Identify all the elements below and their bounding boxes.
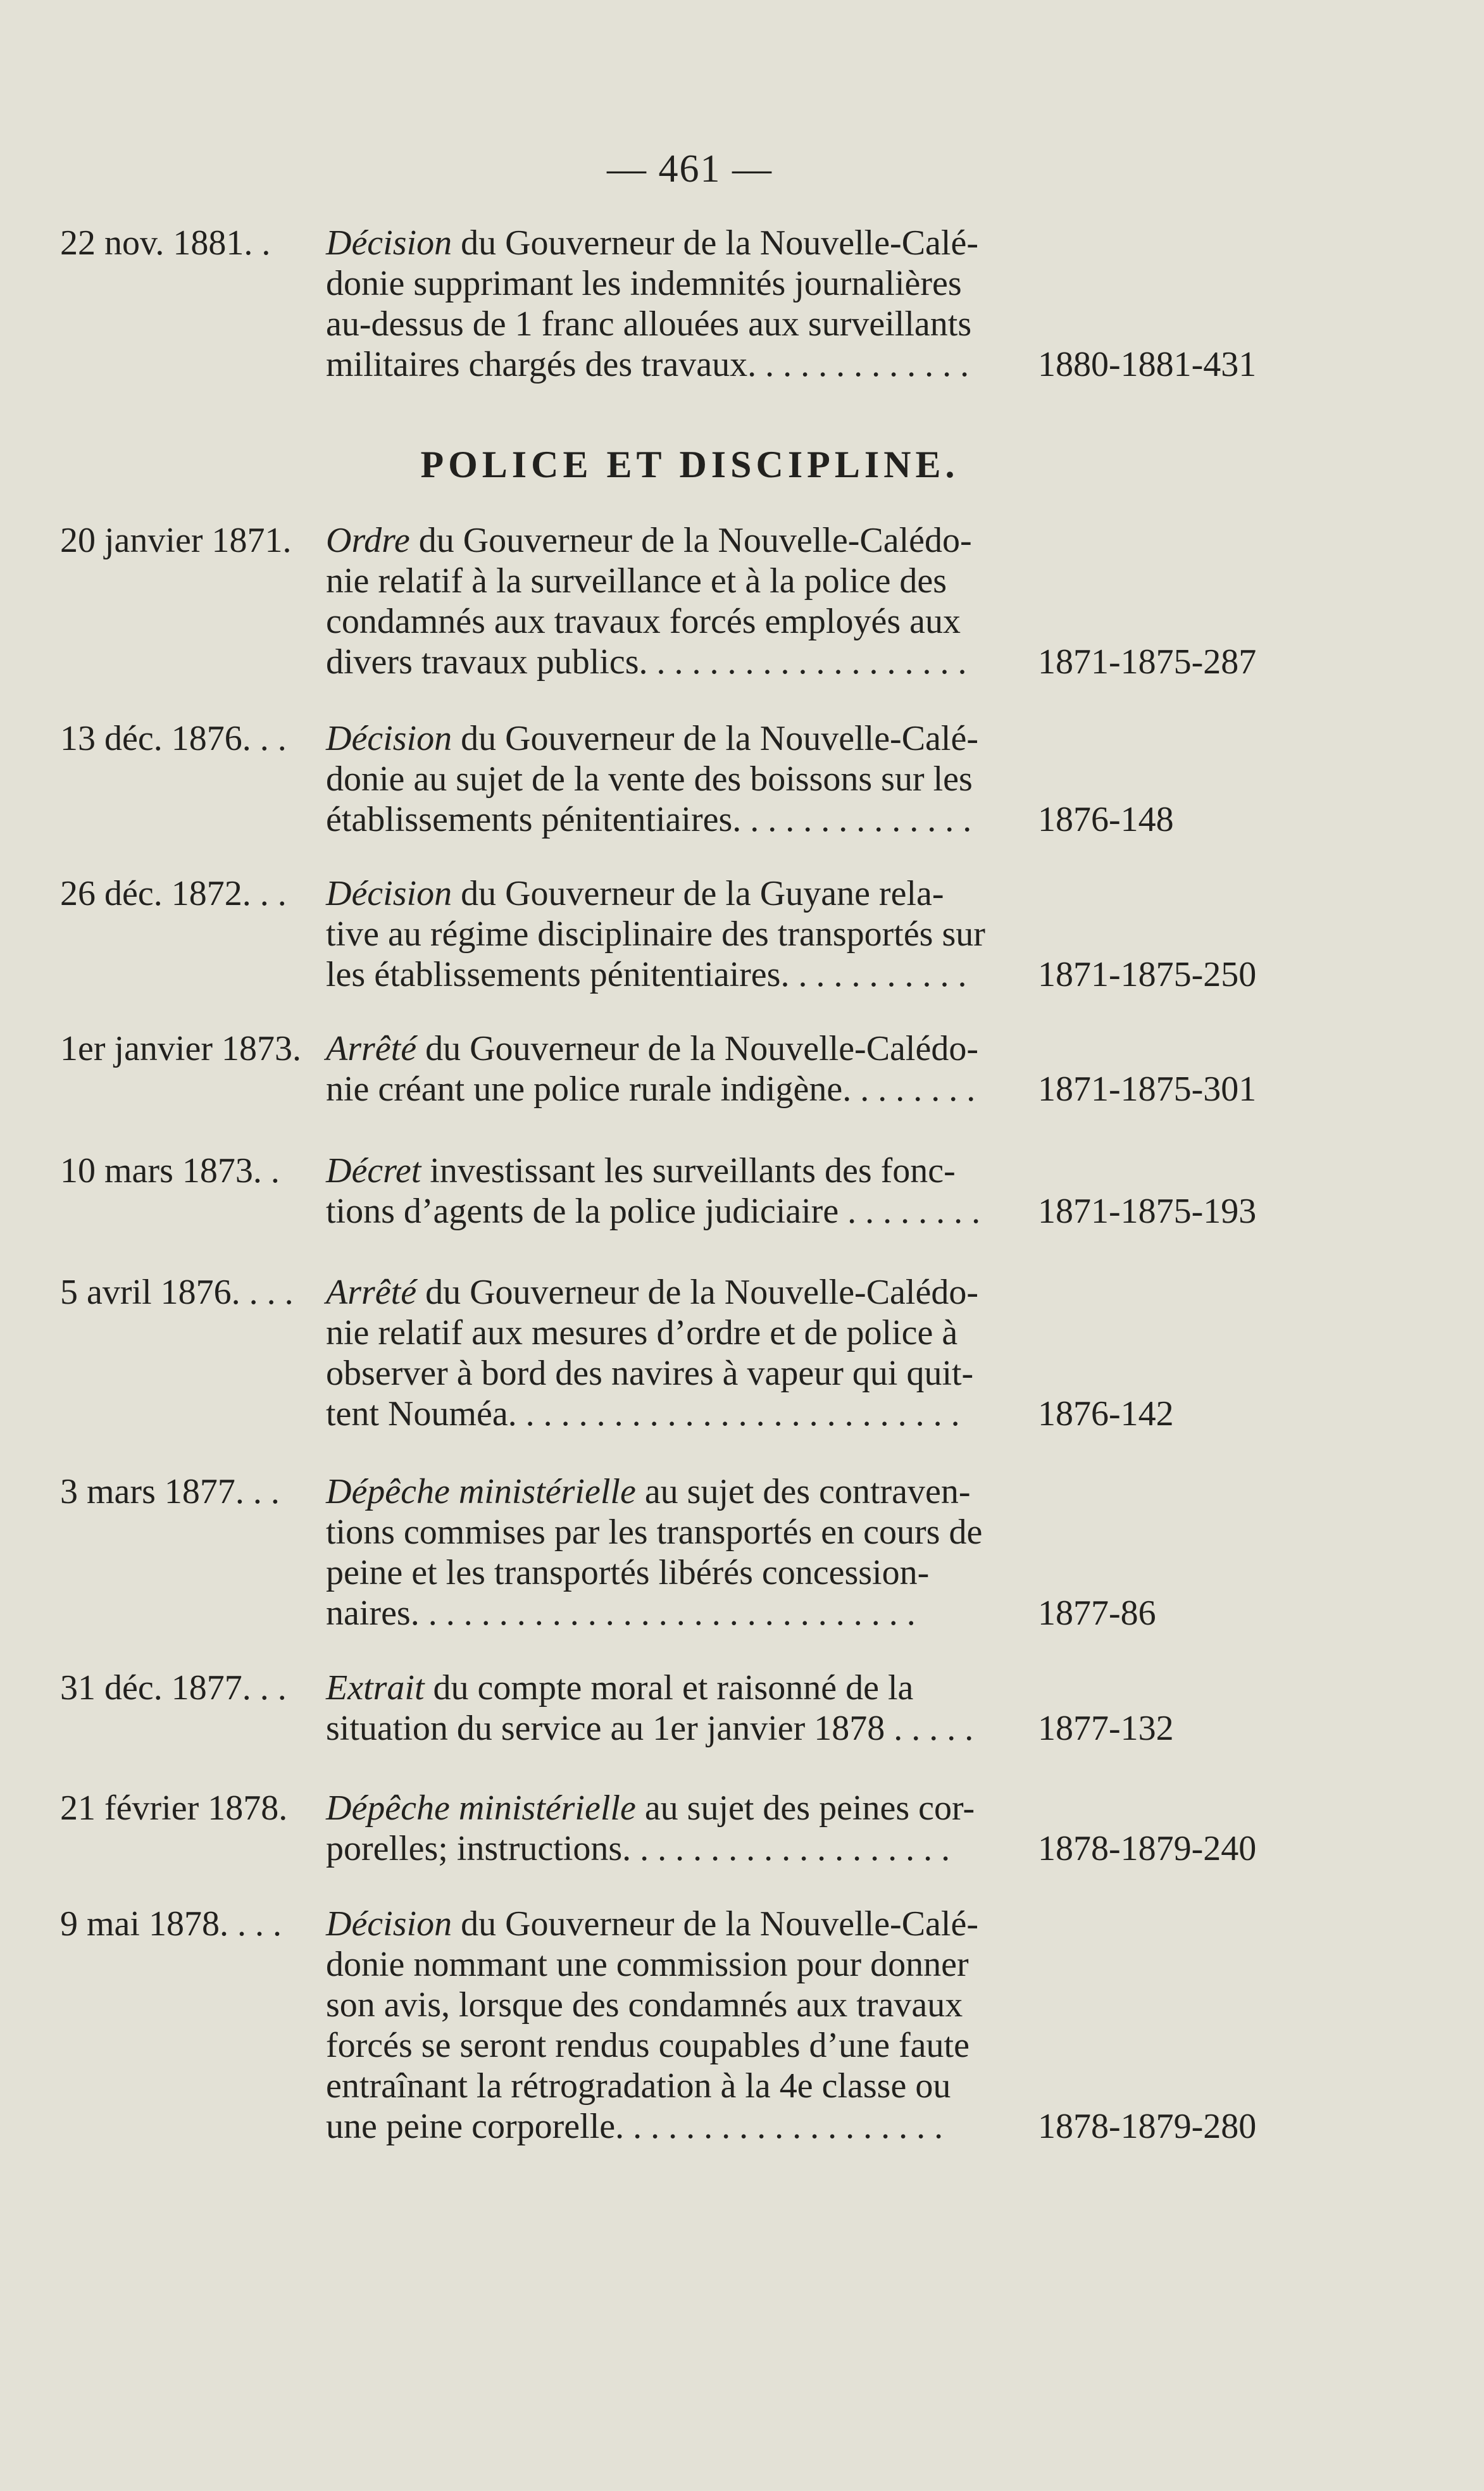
entry-date: 5 avril 1876. . . . [60,1273,294,1312]
entry-ref: 1877-86 [1038,1594,1156,1633]
entry-text [326,718,1022,840]
entry-text [326,1471,1022,1633]
entry-body: du Gouverneur de la Nouvelle-Calédo- nie relatif à la surveillance et à la police des condamnés aux travaux forcés employés aux divers travaux publics. . . . . . . . . . . . . . . . . . . [326,521,972,682]
entry-date: 26 déc. 1872. . . [60,874,287,913]
entry-text [326,1151,1022,1232]
entry-lead: Décision [326,223,452,263]
entry-ref: 1876-142 [1038,1394,1174,1433]
entry-text [326,223,1022,385]
entry-text [326,1668,1022,1749]
entry-ref: 1871-1875-193 [1038,1192,1257,1231]
entry-lead: Ordre [326,521,410,560]
entry-ref: 1871-1875-287 [1038,642,1257,682]
entry-text [326,520,1022,682]
entry-body: du Gouverneur de la Nouvelle-Calé- donie supprimant les indemnités journalières au-dessus de 1 franc allouées aux surveillants militaires chargés des travaux. . . . . . . . . . . . . [326,223,978,384]
entry-ref: 1878-1879-280 [1038,2107,1257,2146]
entry-date: 21 février 1878. [60,1789,288,1828]
entry-lead: Décision [326,874,452,913]
entry-text [326,1788,1022,1869]
entry-ref: 1871-1875-301 [1038,1070,1257,1109]
entry-body: au sujet des contraven- tions commises par les transportés en cours de peine et les transportés libérés concession- naires. . . . . . . . . . . . . . . . . . . . . . . . . . . . . [326,1472,983,1633]
entry-lead: Extrait [326,1668,425,1707]
entry-body: du Gouverneur de la Nouvelle-Calé- donie nommant une commission pour donner son avis, lorsque des condamnés aux travaux forcés se seront rendus coupables d’une faute entraînant la rétrogradation à la 4e classe ou une peine corporelle. . . . . . . . . . . . . . . . . . . [326,1904,978,2146]
entry-lead: Décision [326,1904,452,1944]
entry-body: investissant les surveillants des fonc- tions d’agents de la police judiciaire . . . . . . . . [326,1151,981,1231]
entry-date: 9 mai 1878. . . . [60,1904,282,1944]
entry-lead: Arrêté [326,1029,417,1068]
entry-body: du Gouverneur de la Nouvelle-Calé- donie au sujet de la vente des boissons sur les établissements pénitentiaires. . . . . . . . . . . . . . [326,719,978,839]
entry-body: du Gouverneur de la Guyane rela- tive au régime disciplinaire des transportés sur les établissements pénitentiaires. . . . . . . . . . . [326,874,985,994]
entry-ref: 1878-1879-240 [1038,1829,1257,1868]
entry-ref: 1880-1881-431 [1038,345,1257,384]
entry-body: du compte moral et raisonné de la situation du service au 1er janvier 1878 . . . . . [326,1668,974,1748]
entry-lead: Dépêche ministérielle [326,1789,636,1828]
entry-body: au sujet des peines cor- porelles; instructions. . . . . . . . . . . . . . . . . . . [326,1789,975,1868]
entry-text [326,1028,1022,1109]
entry-date: 1er janvier 1873. [60,1029,301,1068]
section-heading: POLICE ET DISCIPLINE. [420,444,959,485]
entry-date: 13 déc. 1876. . . [60,719,287,758]
entry-ref: 1877-132 [1038,1709,1174,1748]
entry-ref: 1871-1875-250 [1038,955,1257,994]
entry-body: du Gouverneur de la Nouvelle-Calédo- nie créant une police rurale indigène. . . . . . . . [326,1029,978,1109]
page-number: — 461 — [607,147,773,190]
entry-lead: Arrêté [326,1273,417,1312]
entry-text [326,873,1022,995]
entry-lead: Décret [326,1151,421,1190]
entry-date: 10 mars 1873. . [60,1151,280,1190]
entry-text [326,1272,1022,1434]
entry-body: du Gouverneur de la Nouvelle-Calédo- nie relatif aux mesures d’ordre et de police à observer à bord des navires à vapeur qui quit- tent Nouméa. . . . . . . . . . . . . . . . . . . . . . . . . . [326,1273,978,1433]
entry-lead: Décision [326,719,452,758]
entry-lead: Dépêche ministérielle [326,1472,636,1511]
entry-date: 31 déc. 1877. . . [60,1668,287,1707]
entry-date: 20 janvier 1871. [60,521,292,560]
entry-ref: 1876-148 [1038,800,1174,839]
entry-date: 22 nov. 1881. . [60,223,271,263]
entry-text [326,1904,1022,2147]
entry-date: 3 mars 1877. . . [60,1472,280,1511]
